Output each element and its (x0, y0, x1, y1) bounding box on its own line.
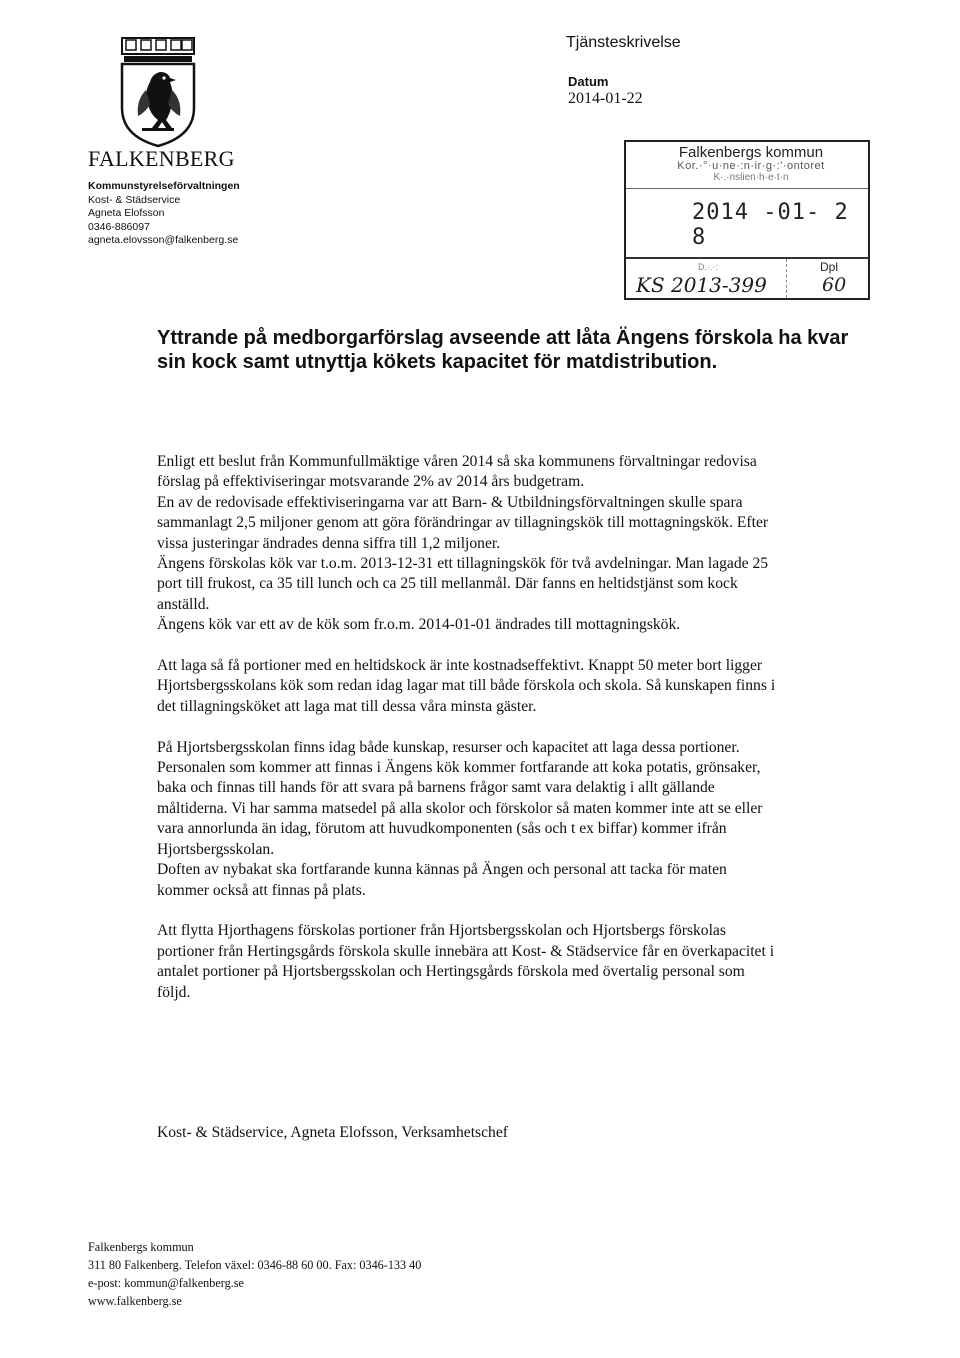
paragraph-4 (157, 921, 869, 1003)
document-body (157, 452, 869, 1023)
received-stamp (624, 140, 870, 300)
body-line: port till frukost, ca 35 till lunch och ca 25 till mellanmål. Där fanns en heltidstjänst som kock (157, 575, 738, 593)
body-line: sammanlagt 2,5 miljoner genom att göra förändringar av tillagningskök till mottagningskök. Efter (157, 514, 769, 532)
footer-org: Falkenbergs kommun (88, 1240, 194, 1254)
body-line: Ängens förskolas kök var t.o.m. 2013-12-31 ett tillagningskök för två avdelningar. Man lagade 25 (157, 555, 769, 573)
body-line: kommer också att finnas på plats. (157, 881, 366, 899)
org-name: FALKENBERG (88, 146, 235, 171)
body-line: Doften av nybakat ska fortfarande kunna kännas på Ängen och personal att tacka för maten (157, 861, 727, 879)
body-line: portioner från Hertingsgårds förskola skulle innebära att Kost- & Städservice får en överkapacitet i (157, 942, 775, 960)
document-title: Yttrande på medborgarförslag avseende att låta Ängens förskola ha kvar sin kock samt utnyttja kökets kapacitet för matdistribution. (157, 327, 849, 373)
body-line: Hjortsbergsskolans kök som redan idag lagar mat till både förskola och skola. Så kunskapen finns i (157, 677, 776, 695)
footer-email: e-post: kommun@falkenberg.se (88, 1276, 244, 1290)
paragraph-2 (157, 656, 869, 717)
paragraph-3 (157, 738, 869, 901)
stamp-page-number: 60 (822, 274, 847, 296)
body-line: anställd. (157, 595, 210, 613)
stamp-org: Falkenbergs kommun (678, 144, 824, 161)
body-line: Ängens kök var ett av de kök som fr.o.m. 2014-01-01 ändrades till mottagningskök. (157, 616, 681, 634)
stamp-line-3: K·.·nslien·h·e·t·n (713, 172, 789, 183)
body-line: På Hjortsbergsskolan finns idag både kunskap, resurser och kapacitet att laga dessa portioner. (157, 738, 740, 756)
stamp-dnr-label: D.·.·: (698, 262, 718, 272)
body-line: antalet portioner på Hjortsbergsskolan och Hertingsgårds förskola med övertalig personal som (157, 963, 745, 981)
unit: Kost- & Städservice (88, 193, 181, 206)
body-line: Enligt ett beslut från Kommunfullmäktige våren 2014 så ska kommunens förvaltningar redovisa (157, 453, 757, 470)
footer-website: www.falkenberg.se (88, 1294, 182, 1308)
body-line: det tillagningsköket att laga mat till dessa våra minsta gäster. (157, 697, 537, 715)
body-line: Att laga så få portioner med en heltidskock är inte kostnadseffektivt. Knappt 50 meter bort ligger (157, 657, 763, 675)
coat-of-arms-logo (116, 36, 200, 148)
body-line: vara annorlunda än idag, förutom att huvudkomponenten (sås och t ex biffar) kommer ifrån (157, 820, 727, 838)
contact-phone: 0346-886097 (88, 220, 150, 233)
body-line: måltiderna. Vi har samma matsedel på alla skolor och förskolor så maten kommer inte att se eller (157, 799, 763, 817)
sender-block (88, 180, 240, 248)
contact-name: Agneta Elofsson (88, 207, 165, 220)
signature-line: Kost- & Städservice, Agneta Elofsson, Verksamhetschef (157, 1124, 508, 1141)
stamp-column-separator (786, 259, 787, 298)
department: Kommunstyrelseförvaltningen (88, 180, 240, 192)
body-line: förslag på effektiviseringar motsvarande 2% av 2014 års budgetram. (157, 473, 585, 491)
footer (88, 1238, 421, 1310)
date-label: Datum (568, 74, 609, 89)
stamp-received-date: 2014 -01- 2 8 (692, 200, 849, 250)
body-line: Personalen som kommer att finnas i Ängens kök kommer fortfarande att koka potatis, grönsaker, (157, 759, 761, 777)
body-line: Att flytta Hjorthagens förskolas portioner från Hjortsbergsskolan och Hjortsbergs förskolas (157, 922, 726, 940)
stamp-dpl-label: Dpl (820, 260, 839, 274)
stamp-line-2: Kor.·°·u·ne·:n·ir·g·:'·ontoret (677, 160, 825, 172)
body-line: baka och finnas till hands för att svara på barnens frågor samt vara delaktig i allt gällande (157, 779, 715, 797)
date-value: 2014-01-22 (568, 90, 643, 107)
stamp-divider-bottom (626, 257, 868, 259)
body-line: vissa justeringar ändrades denna siffra till 1,2 miljoner. (157, 534, 501, 552)
body-line: Hjortsbergsskolan. (157, 840, 275, 858)
body-line: En av de redovisade effektiviseringarna var att Barn- & Utbildningsförvaltningen skulle spara (157, 493, 743, 511)
body-line: följd. (157, 983, 191, 1001)
footer-address: 311 80 Falkenberg. Telefon växel: 0346-88 60 00. Fax: 0346-133 40 (88, 1258, 422, 1272)
stamp-case-number: KS 2013-399 (636, 273, 767, 297)
paragraph-1 (157, 452, 869, 636)
stamp-divider (626, 188, 868, 189)
contact-email: agneta.elovsson@falkenberg.se (88, 234, 239, 247)
document-type: Tjänsteskrivelse (566, 34, 681, 51)
